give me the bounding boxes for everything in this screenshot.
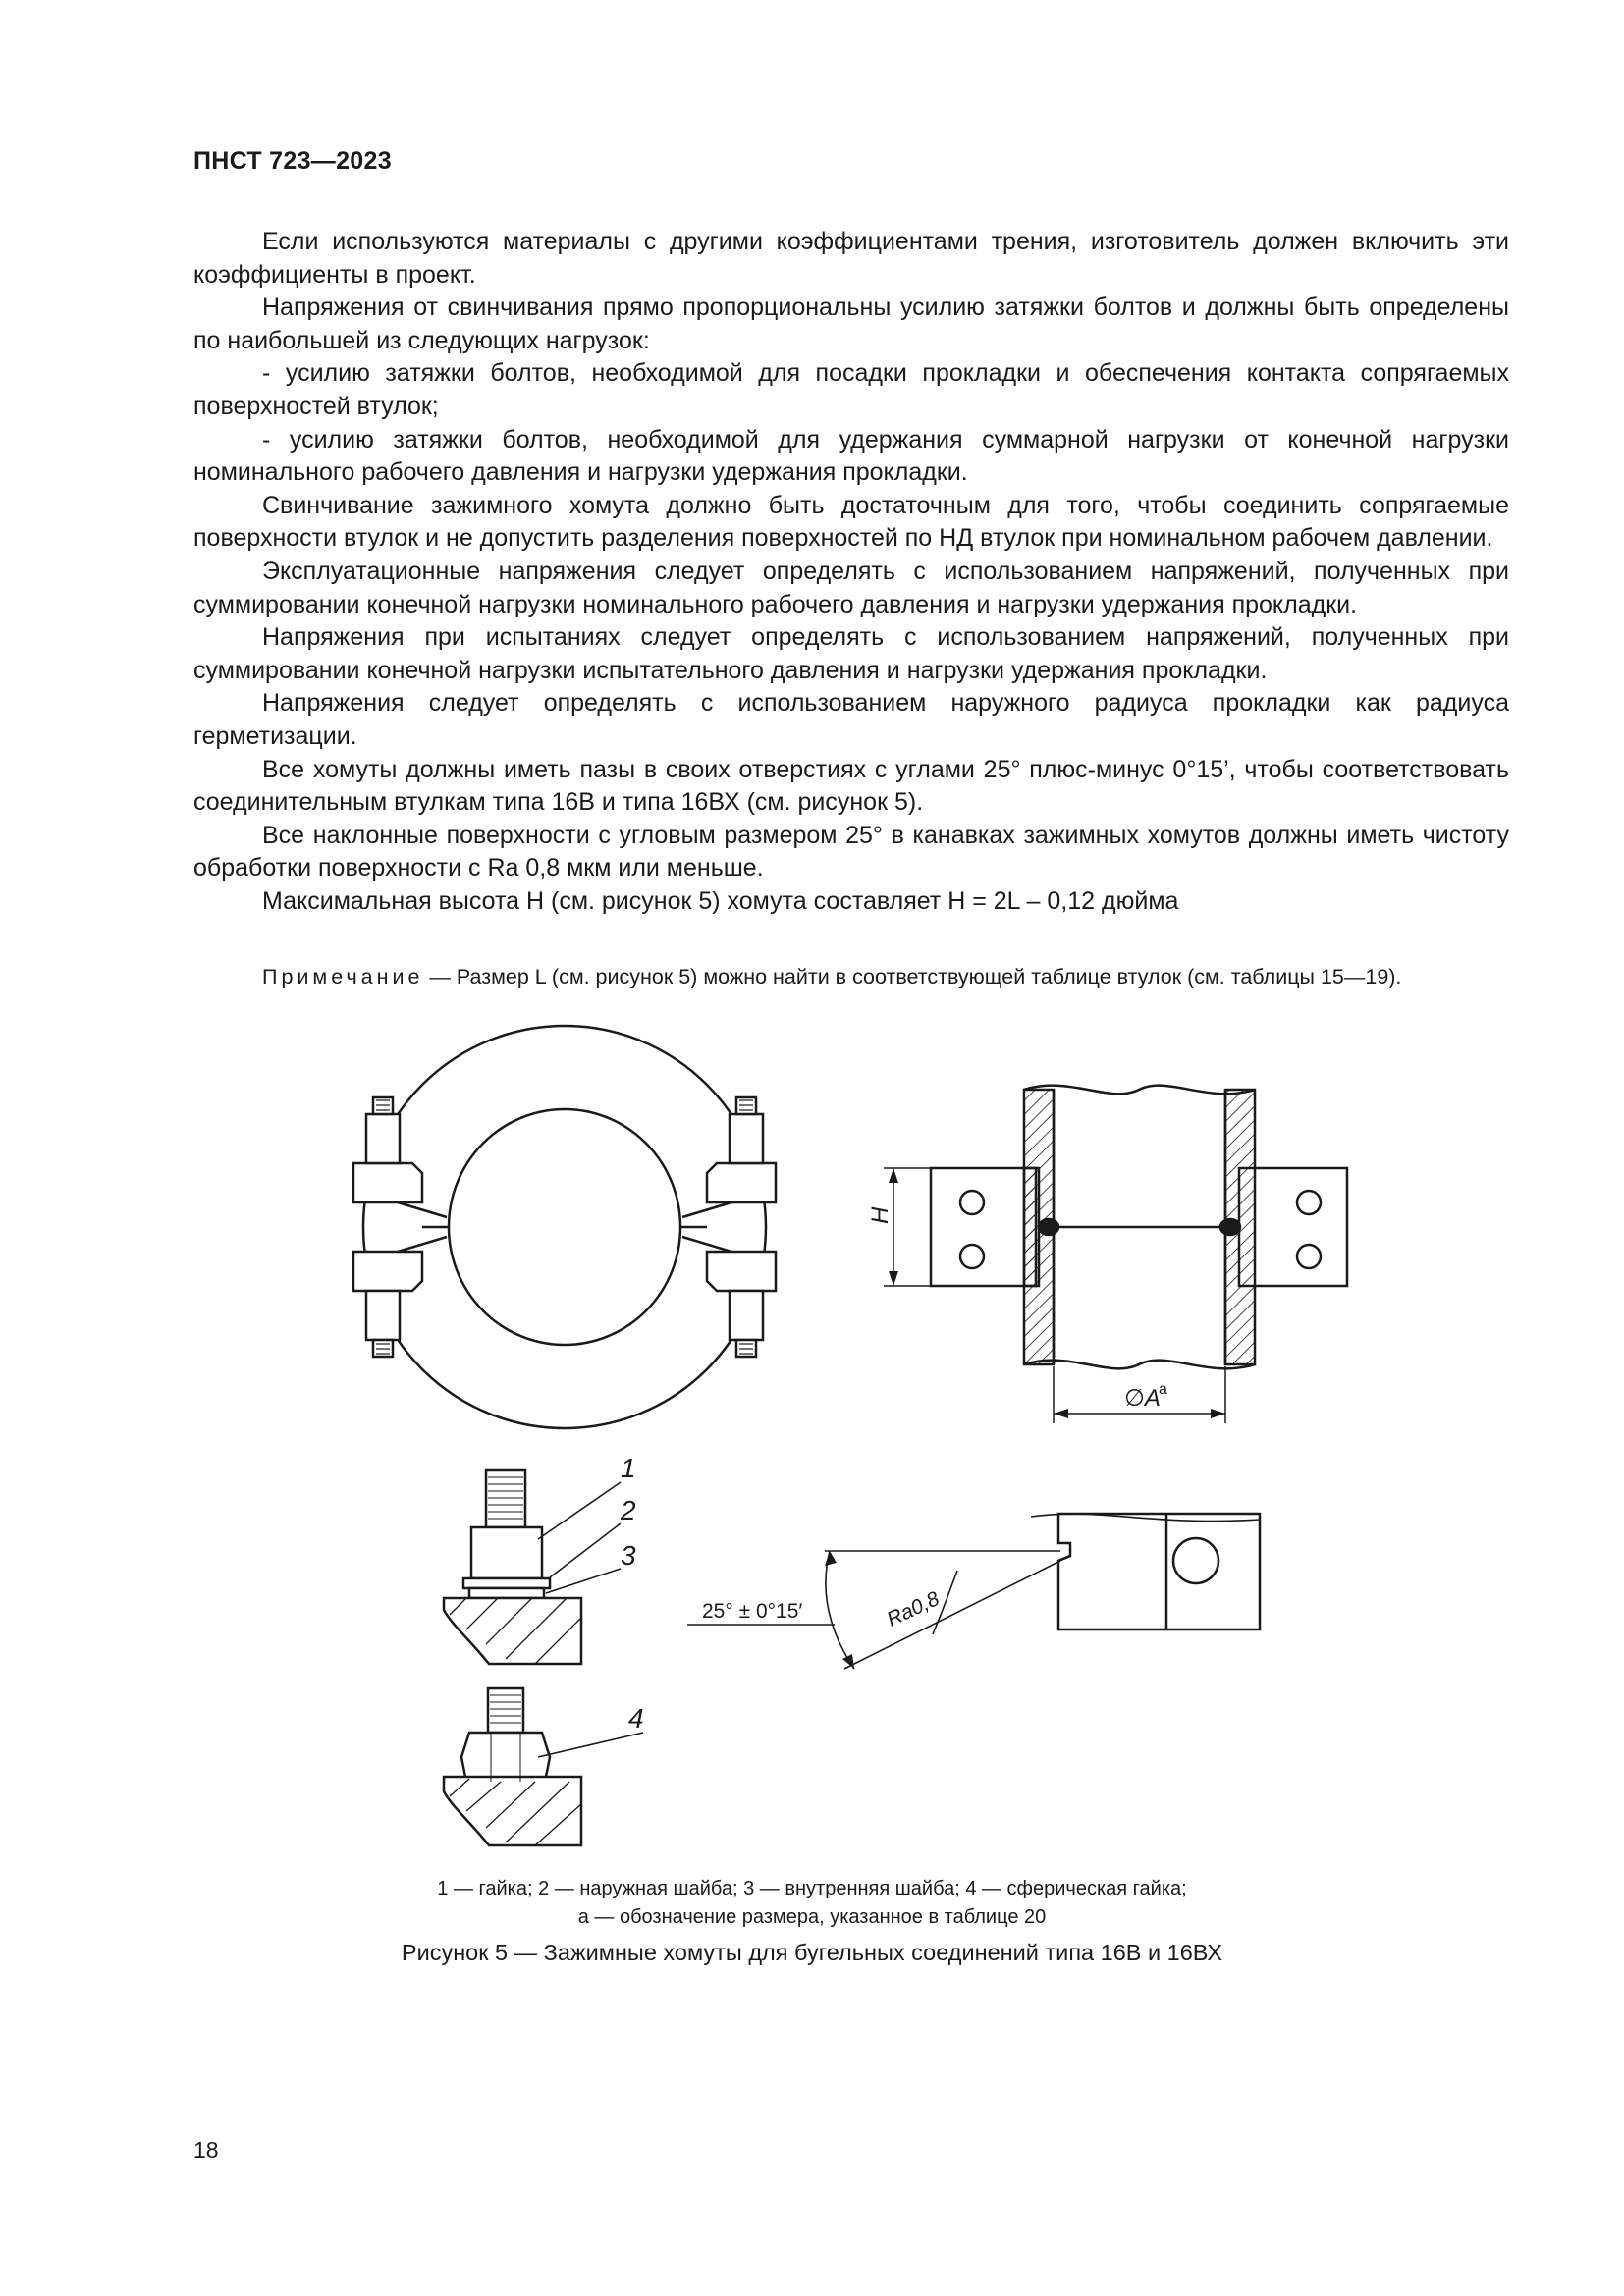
note-label: Примечание bbox=[262, 965, 424, 988]
paragraph: Напряжения при испытаниях следует определять с использованием напряжений, полученных при суммировании конечной нагрузки испытательного давления и нагрузки удержания прокладки. bbox=[193, 623, 1509, 684]
label-angle: 25° ± 0°15′ bbox=[702, 1600, 803, 1623]
paragraph: Все наклонные поверхности с угловым размером 25° в канавках зажимных хомутов должны иметь чистоту обработки поверхности с Ra 0,8 мкм или меньше. bbox=[193, 821, 1509, 882]
paragraph: Эксплуатационные напряжения следует определять с использованием напряжений, полученных при суммировании конечной нагрузки номинального рабочего давления и нагрузки удержания прокладки. bbox=[193, 557, 1509, 618]
label-diameter: ∅A bbox=[1124, 1385, 1161, 1412]
label-diameter-sup: a bbox=[1159, 1381, 1167, 1398]
list-item: - усилию затяжки болтов, необходимой для посадки прокладки и обеспечения контакта сопрягаемых поверхностей втулок; bbox=[193, 359, 1509, 420]
groove-angle-detail bbox=[1058, 1514, 1260, 1629]
figure-legend-line2: а — обозначение размера, указанное в таблице 20 bbox=[577, 1906, 1047, 1928]
page-header: ПНСТ 723—2023 bbox=[193, 147, 392, 175]
page-number: 18 bbox=[193, 2137, 219, 2163]
paragraph: Свинчивание зажимного хомута должно быть достаточным для того, чтобы соединить сопрягаемые поверхности втулок и не допустить разделения поверхностей по НД втулок при номинальном рабочем давлении. bbox=[193, 491, 1509, 553]
paragraph: Все хомуты должны иметь пазы в своих отверстиях с углами 25° плюс-минус 0°15’, чтобы соответствовать соединительным втулкам типа 16В и типа 16ВХ (см. рисунок 5). bbox=[193, 755, 1509, 817]
paragraph: Напряжения следует определять с использованием наружного радиуса прокладки как радиуса герметизации. bbox=[193, 689, 1509, 750]
figure-caption: Рисунок 5 — Зажимные хомуты для бугельных соединений типа 16В и 16ВХ bbox=[401, 1940, 1223, 1965]
callout-1: 1 bbox=[621, 1453, 636, 1483]
list-item: - усилию затяжки болтов, необходимой для удержания суммарной нагрузки от конечной нагрузки номинального рабочего давления и нагрузки удержания прокладки. bbox=[193, 425, 1509, 487]
clamp-front-view bbox=[353, 1026, 776, 1428]
paragraph: Если используются материалы с другими коэффициентами трения, изготовитель должен включить эти коэффициенты в проект. bbox=[193, 228, 1509, 289]
callout-4: 4 bbox=[628, 1703, 644, 1734]
figure-legend-line1: 1 — гайка; 2 — наружная шайба; 3 — внутренняя шайба; 4 — сферическая гайка; bbox=[437, 1878, 1187, 1899]
clamp-section-view bbox=[884, 1086, 1347, 1423]
label-h: H bbox=[867, 1206, 893, 1224]
callout-3: 3 bbox=[621, 1540, 636, 1571]
nut-washer-detail bbox=[444, 1470, 581, 1664]
callout-2: 2 bbox=[621, 1495, 636, 1525]
paragraph: Максимальная высота H (см. рисунок 5) хомута составляет H = 2L – 0,12 дюйма bbox=[262, 886, 1179, 915]
label-roughness: Ra0,8 bbox=[883, 1587, 944, 1631]
paragraph: Напряжения от свинчивания прямо пропорциональны усилию затяжки болтов и должны быть определены по наибольшей из следующих нагрузок: bbox=[193, 294, 1509, 354]
note-text: — Размер L (см. рисунок 5) можно найти в соответствующей таблице втулок (см. таблицы 15—19). bbox=[429, 965, 1402, 988]
